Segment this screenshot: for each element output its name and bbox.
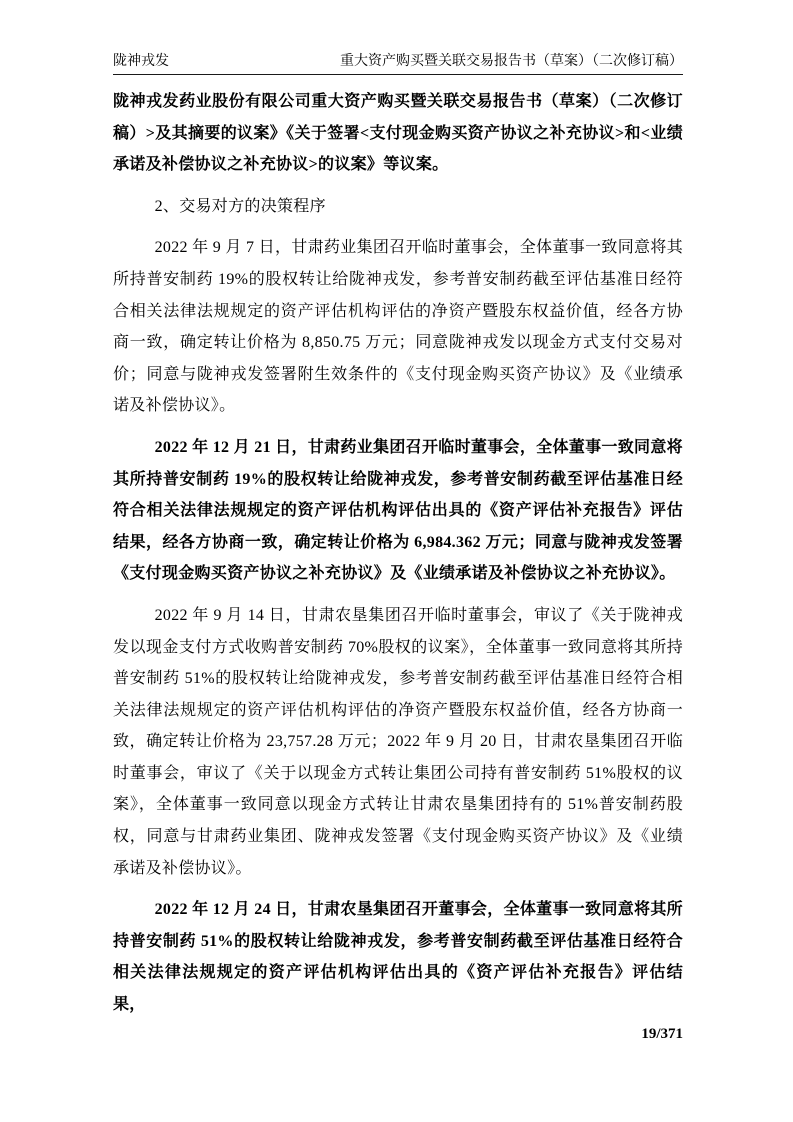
- page-header: [113, 53, 683, 75]
- paragraph-gansu-pharma-2022-09-07: 2022 年 9 月 7 日，甘肃药业集团召开临时董事会，全体董事一致同意将其所持普安制药 19%的股权转让给陇神戎发，参考普安制药截至评估基准日经符合相关法律法规规定的资产评估机构评估的净资产暨股东权益价值，经各方协商一致，确定转让价格为 8,850.75 万元；同意陇神戎发以现金方式支付交易对价；同意与陇神戎发签署附生效条件的《支付现金购买资产协议》及《业绩承诺及补偿协议》。: [113, 239, 683, 415]
- paragraph-carryover-resolution: 陇神戎发药业股份有限公司重大资产购买暨关联交易报告书（草案）（二次修订稿）>及其摘要的议案》《关于签署<支付现金购买资产协议之补充协议>和<业绩承诺及补偿协议之补充协议>的议案》等议案。: [113, 93, 683, 174]
- header-short-title: 陇神戎发: [113, 54, 169, 69]
- paragraph-gansu-pharma-2022-12-21: 2022 年 12 月 21 日，甘肃药业集团召开临时董事会，全体董事一致同意将其所持普安制药 19%的股权转让给陇神戎发，参考普安制药截至评估基准日经符合相关法律法规规定的资产评估机构评估出具的《资产评估补充报告》评估结果，经各方协商一致，确定转让价格为 6,984.362 万元；同意与陇神戎发签署《支付现金购买资产协议之补充协议》及《业绩承诺及补偿协议之补充协议》。: [113, 438, 683, 583]
- paragraph-gansu-nongken-2022-09-14: 2022 年 9 月 14 日，甘肃农垦集团召开临时董事会，审议了《关于陇神戎发以现金支付方式收购普安制药 70%股权的议案》，全体董事一致同意将其所持普安制药 51%的股权转让给陇神戎发，参考普安制药截至评估基准日经符合相关法律法规规定的资产评估机构评估的净资产暨股东权益价值，经各方协商一致，确定转让价格为 23,757.28 万元；2022 年 9 月 20 日，甘肃农垦集团召开临时董事会，审议了《关于以现金方式转让集团公司持有普安制药 51%股权的议案》，全体董事一致同意以现金方式转让甘肃农垦集团持有的 51%普安制药股权，同意与甘肃药业集团、陇神戎发签署《支付现金购买资产协议》及《业绩承诺及补偿协议》。: [113, 606, 683, 877]
- header-full-title: 重大资产购买暨关联交易报告书（草案）（二次修订稿）: [340, 54, 683, 69]
- section-heading: 2、交易对方的决策程序: [154, 197, 326, 215]
- page-footer: [113, 1025, 683, 1043]
- paragraph-gansu-nongken-2022-12-24: 2022 年 12 月 24 日，甘肃农垦集团召开董事会，全体董事一致同意将其所持普安制药 51%的股权转让给陇神戎发，参考普安制药截至评估基准日经符合相关法律法规规定的资产评估机构评估出具的《资产评估补充报告》评估结果，: [113, 901, 683, 1014]
- document-body: [113, 86, 683, 1021]
- page-number: 19/371: [641, 1026, 683, 1042]
